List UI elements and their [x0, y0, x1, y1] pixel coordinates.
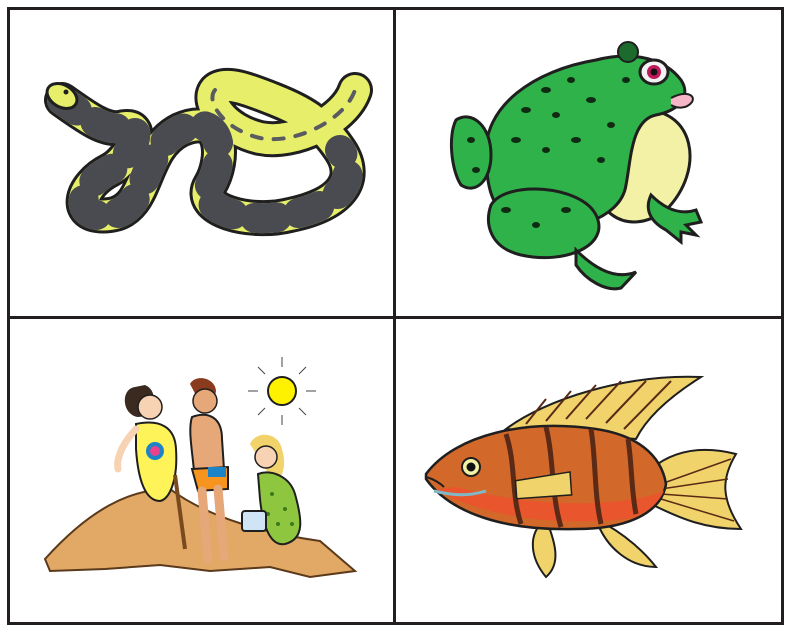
fish-icon — [396, 319, 781, 622]
card-children-at-beach — [10, 319, 393, 622]
boy-middle — [175, 378, 228, 559]
children-sandcastle-icon — [10, 319, 393, 622]
snake-icon — [10, 10, 393, 316]
sun-icon — [248, 357, 316, 425]
frog-icon — [396, 10, 781, 316]
girl-left — [118, 385, 177, 501]
card-snake — [10, 10, 393, 316]
card-frog — [396, 10, 781, 316]
girl-right — [242, 435, 300, 544]
card-fish — [396, 319, 781, 622]
